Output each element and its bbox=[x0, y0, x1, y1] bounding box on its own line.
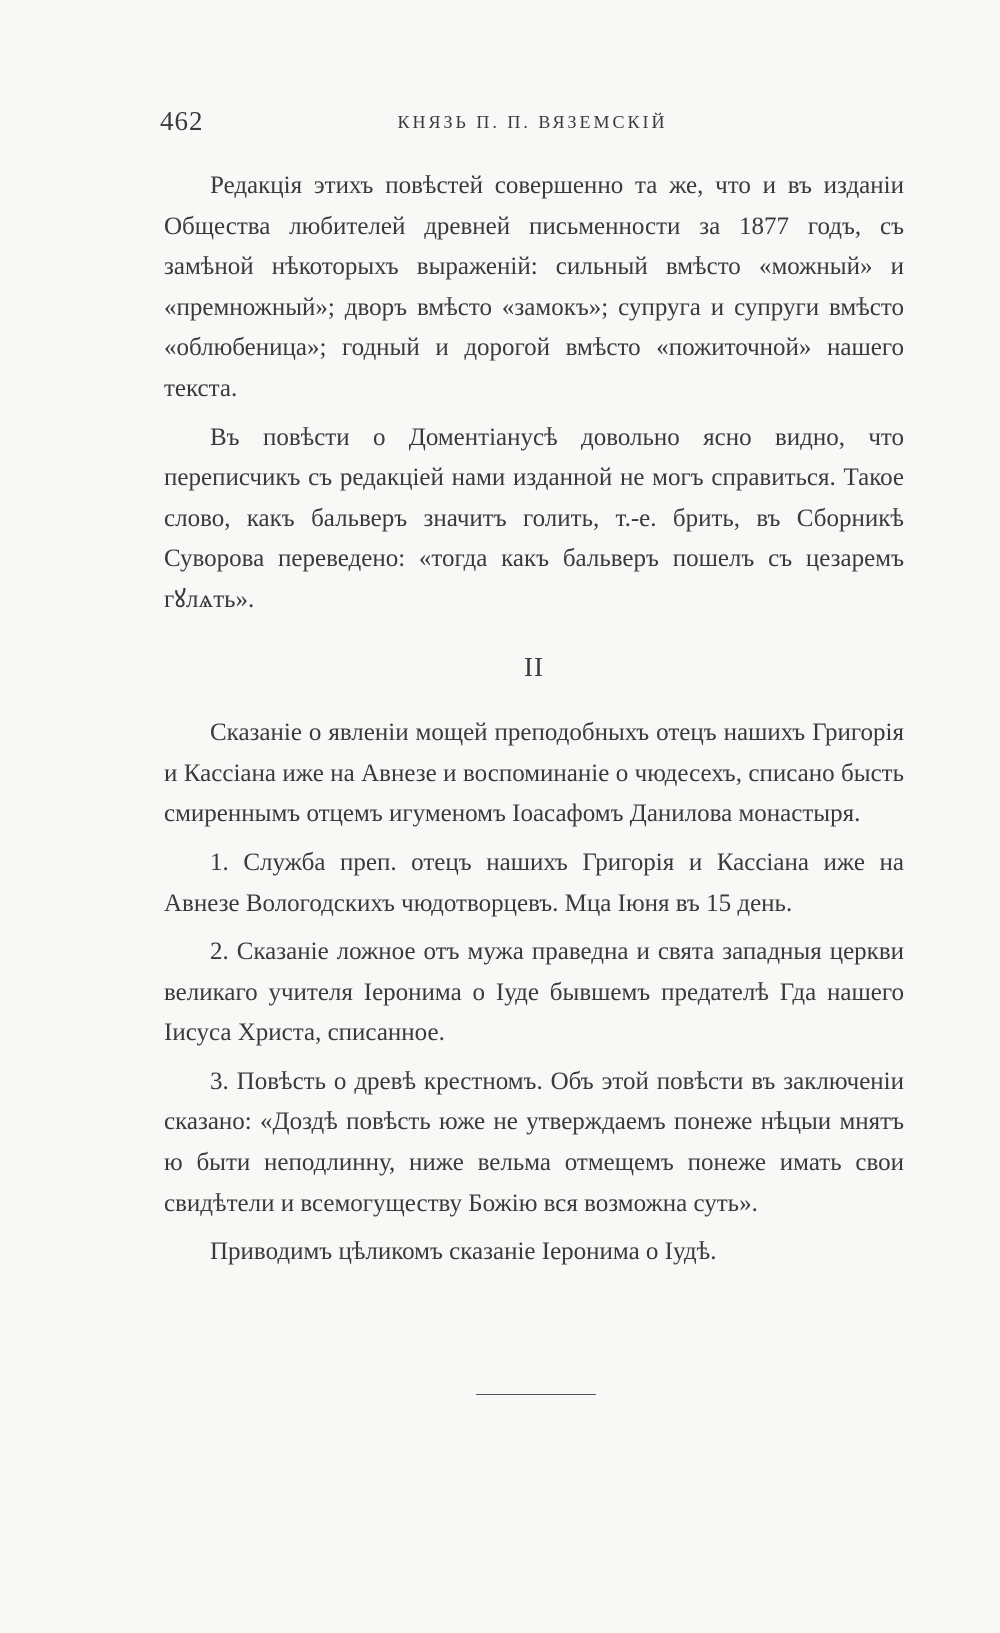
list-item-cross-tale: 3. Повѣсть о древѣ крестномъ. Объ этой повѣсти въ заключеніи сказано: «Доздѣ повѣсть юже не утверждаемъ понеже нѣцыи мнятъ ю быти неподлинну, ниже вельма отмещемъ понеже имать свои свидѣтели и всемогуществу Божію вся возможна суть». bbox=[164, 1067, 904, 1217]
list-item-judas-legend: 2. Сказаніе ложное отъ мужа праведна и свята западныя церкви великаго учителя Іеронима о Іуде бывшемъ предателѣ Гда нашего Іисуса Христа, списанное. bbox=[164, 938, 904, 1047]
page-body bbox=[164, 166, 904, 1273]
page-number: 462 bbox=[160, 106, 204, 136]
paragraph-closing: Приводимъ цѣликомъ сказаніе Іеронима о Іудѣ. bbox=[210, 1238, 717, 1266]
paragraph-gap bbox=[164, 410, 904, 418]
section-number: II bbox=[524, 651, 544, 682]
running-title: КНЯЗЬ П. П. ВЯЗЕМСКІЙ bbox=[397, 112, 668, 132]
list-item-service: 1. Служба преп. отецъ нашихъ Григорія и Кассіана иже на Авнезе Вологодскихъ чюдотворцевъ. Мца Іюня въ 15 день. bbox=[164, 848, 904, 917]
running-head bbox=[160, 106, 905, 146]
paragraph-gap bbox=[164, 835, 904, 843]
paragraph-legend-relics: Сказаніе о явленіи мощей преподобныхъ отецъ нашихъ Григорія и Кассіана иже на Авнезе и воспоминаніе о чюдесехъ, списано бысть смиреннымъ отцемъ игуменомъ Іоасафомъ Данилова монастыря. bbox=[164, 719, 904, 828]
paragraph-domentianus: Въ повѣсти о Доментіанусѣ довольно ясно видно, что переписчикъ съ редакціей нами изданной не могъ справиться. Такое слово, какъ бальверъ значитъ голить, т.-е. брить, въ Сборникѣ Суворова переведено: «тогда какъ бальверъ пошелъ съ цезаремъ гꙋлѧть». bbox=[164, 423, 904, 613]
paragraph-gap bbox=[164, 924, 904, 932]
paragraph-gap bbox=[164, 1054, 904, 1062]
section-divider-rule bbox=[476, 1394, 596, 1395]
paragraph-gap bbox=[164, 1224, 904, 1232]
paragraph-editions: Редакція этихъ повѣстей совершенно та же, что и въ изданіи Общества любителей древней письменности за 1877 годъ, съ замѣной нѣкоторыхъ выраженій: сильный вмѣсто «можный» и «премножный»; дворъ вмѣсто «замокъ»; супруга и супруги вмѣсто «облюбеница»; годный и дорогой вмѣсто «пожиточной» нашего текста. bbox=[164, 172, 904, 402]
